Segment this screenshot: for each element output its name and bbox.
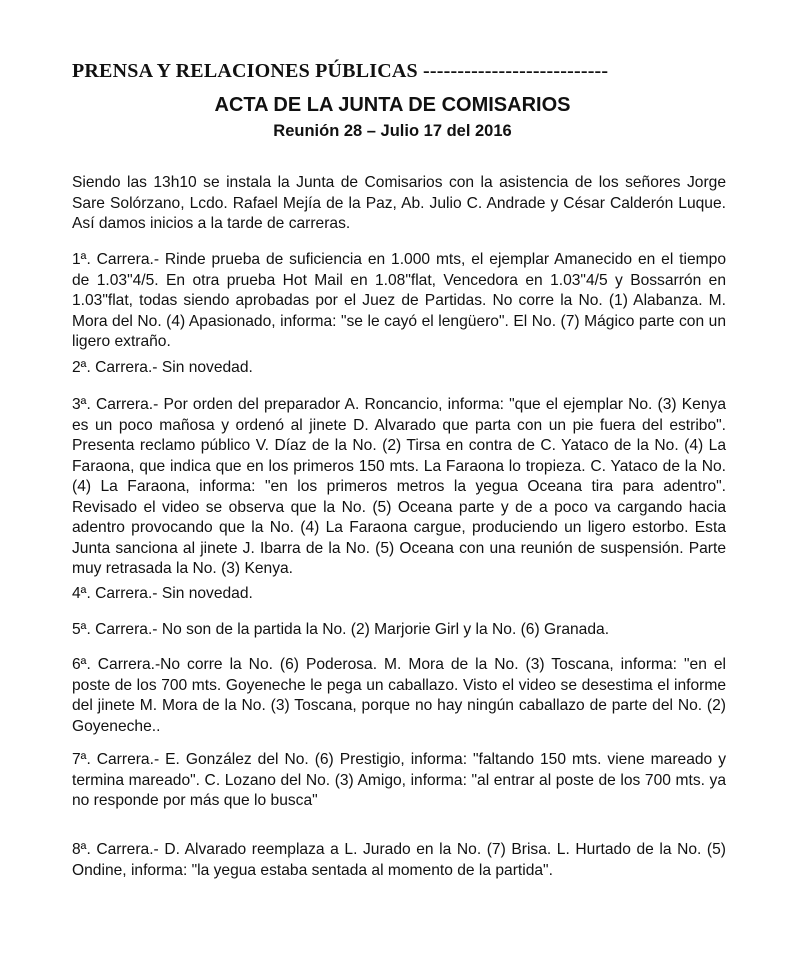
paragraph-race-6: 6ª. Carrera.-No corre la No. (6) Poderosa. M. Mora de la No. (3) Toscana, informa: "en el poste de los 700 mts. Goyeneche le pega un caballazo. Visto el video se desestima el informe del jinete M. Mora de la No. (3) Toscana, porque no hay ningún caballazo de parte del No. (2) Goyeneche.. (72, 656, 726, 735)
paragraph-race-5: 5ª. Carrera.- No son de la partida la No. (2) Marjorie Girl y la No. (6) Granada. (72, 621, 610, 638)
document-subtitle: Reunión 28 – Julio 17 del 2016 (273, 122, 512, 140)
paragraph-race-4: 4ª. Carrera.- Sin novedad. (72, 585, 253, 602)
paragraph-intro: Siendo las 13h10 se instala la Junta de Comisarios con la asistencia de los señores Jorge Sare Solórzano, Lcdo. Rafael Mejía de la Paz, Ab. Julio C. Andrade y César Calderón Luque. Así damos inicios a la tarde de carreras. (72, 174, 726, 232)
paragraph-race-2: 2ª. Carrera.- Sin novedad. (72, 359, 253, 376)
document-title: ACTA DE LA JUNTA DE COMISARIOS (214, 94, 571, 116)
paragraph-race-3: 3ª. Carrera.- Por orden del preparador A. Roncancio, informa: "que el ejemplar No. (3) Kenya es un poco mañosa y ordenó al jinete D. Alvarado que parta con un pie fuera del estribo". Presenta reclamo público V. Díaz de la No. (2) Tirsa en contra de C. Yataco de la No. (4) La Faraona, que indica que en los primeros 150 mts. La Faraona lo tropieza. C. Yataco de la No. (4) La Faraona, informa: "en los primeros metros la yegua Oceana tira para adentro". Revisado el video se observa que la No. (5) Oceana parte y de a poco va cargando hacia adentro provocando que la No. (4) La Faraona cargue, produciendo un ligero estorbo. Esta Junta sanciona al jinete J. Ibarra de la No. (5) Oceana con una reunión de suspensión. Parte muy retrasada la No. (3) Kenya. (72, 396, 726, 577)
paragraph-race-7: 7ª. Carrera.- E. González del No. (6) Prestigio, informa: "faltando 150 mts. viene mareado y termina mareado". C. Lozano del No. (3) Amigo, informa: "al entrar al poste de los 700 mts. ya no responde por más que lo busca" (72, 751, 726, 809)
paragraph-race-1: 1ª. Carrera.- Rinde prueba de suficiencia en 1.000 mts, el ejemplar Amanecido en el tiempo de 1.03"4/5. En otra prueba Hot Mail en 1.08"flat, Vencedora en 1.03"4/5 y Bossarrón en 1.03"flat, todas siendo aprobadas por el Juez de Partidas. No corre la No. (1) Alabanza. M. Mora del No. (4) Apasionado, informa: "se le cayó el lengüero". El No. (7) Mágico parte con un ligero extraño. (72, 251, 726, 350)
paragraph-race-8: 8ª. Carrera.- D. Alvarado reemplaza a L. Jurado en la No. (7) Brisa. L. Hurtado de la No. (5) Ondine, informa: "la yegua estaba sentada al momento de la partida". (72, 841, 726, 879)
section-header: PRENSA Y RELACIONES PÚBLICAS --------------------------- (72, 60, 609, 82)
